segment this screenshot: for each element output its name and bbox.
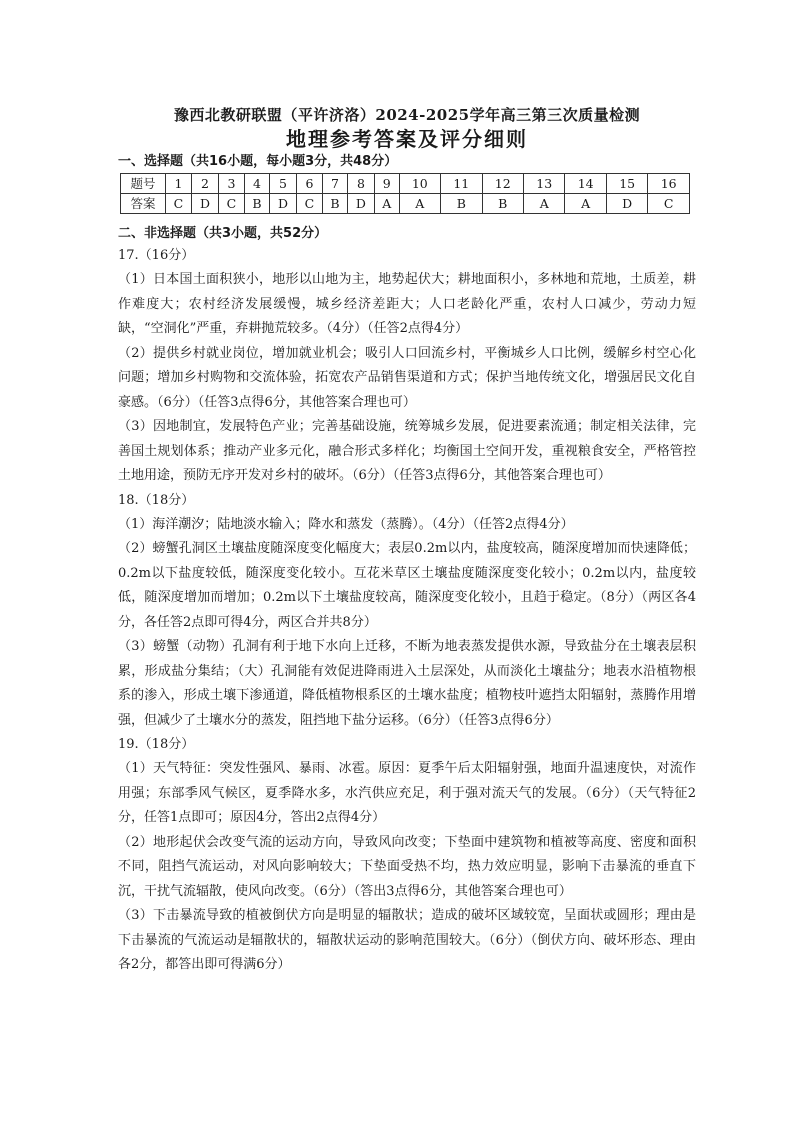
- question-18-number: 18.（18分）: [118, 492, 195, 508]
- answer-cell: C: [219, 194, 245, 214]
- answer-cell: B: [322, 194, 347, 214]
- section1-heading: 一、选择题（共16小题，每小题3分，共48分）: [118, 154, 398, 169]
- answer-cell: B: [482, 194, 523, 214]
- question-number-cell: 13: [523, 174, 564, 194]
- question-17-number: 17.（16分）: [118, 248, 195, 263]
- question-number-cell: 11: [441, 174, 482, 194]
- answer-cell: A: [399, 194, 440, 214]
- question-17: [118, 244, 696, 489]
- answer-row-label: 答案: [121, 194, 166, 214]
- question-18: [118, 489, 696, 734]
- answer-sheet: [118, 104, 696, 978]
- question-19-part-2: （2）地形起伏会改变气流的运动方向，导致风向改变；下垫面中建筑物和植被等高度、密度和面积不同，阻挡气流运动，对风向影响较大；下垫面受热不均，热力效应明显，影响下击暴流的垂直下沉，干扰气流辐散，使风向改变。（6分）（答出3点得6分，其他答案合理也可）: [118, 834, 696, 899]
- question-number-cell: 2: [191, 174, 218, 194]
- number-row-label: 题号: [121, 174, 166, 194]
- question-19-number: 19.（18分）: [118, 737, 195, 752]
- question-number-cell: 4: [244, 174, 269, 194]
- question-number-cell: 5: [269, 174, 296, 194]
- section2-heading: 二、非选择题（共3小题，共52分）: [118, 226, 328, 241]
- question-number-cell: 6: [296, 174, 322, 194]
- answer-cell: B: [441, 194, 482, 214]
- question-number-cell: 8: [347, 174, 374, 194]
- answer-cell: D: [606, 194, 647, 214]
- question-17-part-2: （2）提供乡村就业岗位，增加就业机会；吸引人口回流乡村，平衡城乡人口比例，缓解乡村空心化问题；增加乡村购物和交流体验，拓宽农产品销售渠道和方式；保护当地传统文化，增强居民文化自豪感。（6分）（任答3点得6分，其他答案合理也可）: [118, 345, 696, 410]
- question-17-part-1: （1）日本国土面积狭小，地形以山地为主，地势起伏大；耕地面积小，多林地和荒地，土质差，耕作难度大；农村经济发展缓慢，城乡经济差距大；人口老龄化严重，农村人口减少，劳动力短缺，“空洞化”严重，弃耕抛荒较多。（4分）（任答2点得4分）: [118, 272, 696, 336]
- answer-cell: D: [191, 194, 218, 214]
- document-title: 地理参考答案及评分细则: [286, 127, 528, 151]
- question-19: [118, 733, 696, 978]
- answer-cell: B: [244, 194, 269, 214]
- answer-cell: A: [374, 194, 399, 214]
- question-18-part-1: （1）海洋潮汐；陆地淡水输入；降水和蒸发（蒸腾）。（4分）（任答2点得4分）: [118, 516, 574, 532]
- question-number-cell: 3: [219, 174, 245, 194]
- answer-cell: C: [166, 194, 192, 214]
- question-number-cell: 14: [565, 174, 606, 194]
- answer-table: [120, 173, 690, 214]
- question-18-part-3: （3）螃蟹（动物）孔洞有利于地下水向上迁移，不断为地表蒸发提供水源，导致盐分在土壤表层积累，形成盐分集结；（大）孔洞能有效促进降雨进入土层深处，从而淡化土壤盐分；地表水沿植物根系的渗入，形成土壤下渗通道，降低植物根系区的土壤水盐度；植物枝叶遮挡太阳辐射，蒸腾作用增强，但减少了土壤水分的蒸发，阻挡地下盐分运移。（6分）（任答3点得6分）: [118, 639, 696, 728]
- question-19-part-3: （3）下击暴流导致的植被倒伏方向是明显的辐散状；造成的破坏区域较宽，呈面状或圆形；理由是下击暴流的气流运动是辐散状的，辐散状运动的影响范围较大。（6分）（倒伏方向、破坏形态、理由各2分，都答出即可得满6分）: [118, 908, 696, 972]
- answer-cell: D: [347, 194, 374, 214]
- question-number-cell: 1: [166, 174, 192, 194]
- question-number-cell: 9: [374, 174, 399, 194]
- question-number-cell: 7: [322, 174, 347, 194]
- question-17-part-3: （3）因地制宜，发展特色产业；完善基础设施，统筹城乡发展，促进要素流通；制定相关法律，完善国土规划体系；推动产业多元化，融合形式多样化；均衡国土空间开发，重视粮食安全，严格管控土地用途，预防无序开发对乡村的破坏。（6分）（任答3点得6分，其他答案合理也可）: [118, 419, 696, 483]
- question-number-cell: 10: [399, 174, 440, 194]
- number-row: [121, 174, 690, 194]
- answer-cell: A: [565, 194, 606, 214]
- answer-cell: C: [296, 194, 322, 214]
- question-number-cell: 16: [648, 174, 690, 194]
- answer-cell: D: [269, 194, 296, 214]
- answer-row: [121, 194, 690, 214]
- question-19-part-1: （1）天气特征：突发性强风、暴雨、冰雹。原因：夏季午后太阳辐射强，地面升温速度快，对流作用强；东部季风气候区，夏季降水多，水汽供应充足，利于强对流天气的发展。（6分）（天气特征2分，任答1点即可；原因4分，答出2点得4分）: [118, 761, 696, 825]
- question-18-part-2: （2）螃蟹孔洞区土壤盐度随深度变化幅度大；表层0.2m以内，盐度较高，随深度增加而快速降低；0.2m以下盐度较低，随深度变化较小。互花米草区土壤盐度随深度变化较小；0.2m以内，盐度较低，随深度增加而增加；0.2m以下土壤盐度较高，随深度变化较小，且趋于稳定。（8分）（两区各4分，各任答2点即可得4分，两区合并共8分）: [118, 541, 696, 630]
- question-number-cell: 12: [482, 174, 523, 194]
- answer-cell: A: [523, 194, 564, 214]
- exam-title: 豫西北教研联盟（平许济洛）2024-2025学年高三第三次质量检测: [173, 106, 641, 124]
- answer-cell: C: [648, 194, 690, 214]
- question-number-cell: 15: [606, 174, 647, 194]
